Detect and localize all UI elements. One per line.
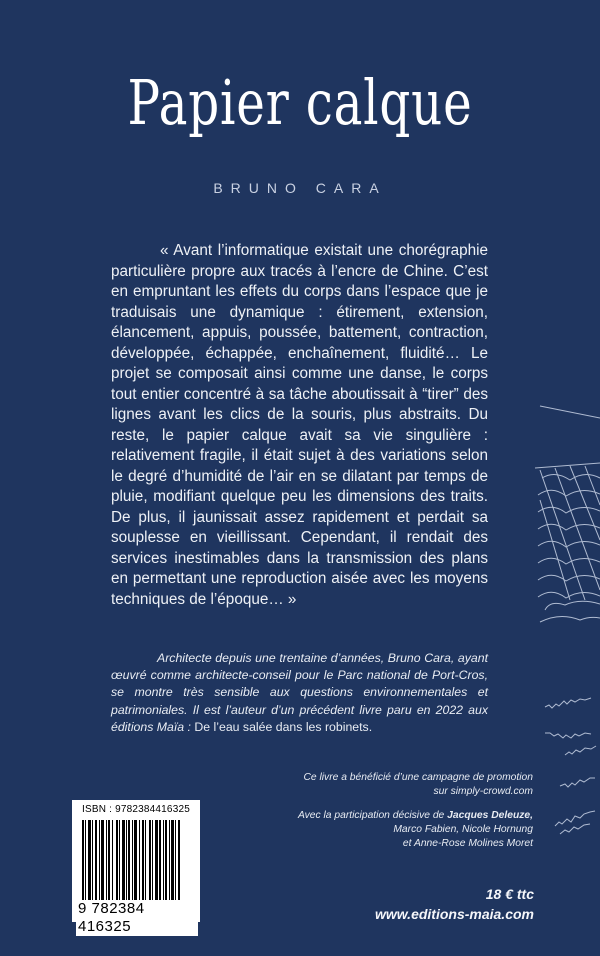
publisher-website: www.editions-maia.com <box>375 906 534 922</box>
promo-line-2: sur simply-crowd.com <box>433 786 533 797</box>
participant-names-2: Marco Fabien, Nicole Hornung <box>393 824 533 835</box>
back-cover-quote: « Avant l’informatique existait une chorégraphie particulière propre aux tracés à l’encre de Chine. C’est en empruntant les effets du corps dans l’espace que je traduisais une dynamique : étirement, extension, élancement, appuis, poussée, battement, contraction, développée, échappée, enchaînement, fluidité… Le projet se composait ainsi comme une danse, le corps tout entier concentré à sa tâche aboutissait à “tirer” des lignes avant les clics de la souris, plus abstraits. Du reste, le papier calque avait sa vie singulière : relativement fragile, il était sujet à des variations selon le degré d’humidité de l’air en se dilatant par temps de pluie, modifiant quelque peu les dimensions des traits. De plus, il jaunissait assez rapidement et perdait sa souplesse en vieillissant. Cependant, il rendait des services inestimables dans la transmission des plans en permettant une reproduction aisée avec les moyens techniques de l’époque… » <box>111 242 488 608</box>
book-title: Papier calque <box>127 66 473 139</box>
price-block <box>375 884 534 924</box>
promo-line-1: Ce livre a bénéficié d’une campagne de promotion <box>303 772 533 783</box>
roof-tile-sketch-icon <box>530 0 600 956</box>
participant-names-1: Jacques Deleuze, <box>447 810 533 821</box>
participant-names-3: et Anne-Rose Molines Moret <box>402 838 533 849</box>
price: 18 € ttc <box>485 886 534 902</box>
isbn-digits: 9 782384 416325 <box>76 900 198 936</box>
isbn-label: ISBN : 9782384416325 <box>82 804 190 815</box>
previous-book-title: De l’eau salée dans les robinets. <box>194 719 373 734</box>
promo-block <box>233 771 533 851</box>
participation-line <box>233 809 533 823</box>
bio-text: Architecte depuis une trentaine d’années, Bruno Cara, ayant œuvré comme architecte-conseil pour le Parc national de Port-Cros, se montre très sensible aux questions environnementales et patrimoniales. Il est l’auteur d’un précédent livre paru en 2022 aux éditions Maïa : <box>111 651 488 734</box>
isbn-barcode <box>72 800 200 935</box>
author-bio <box>111 650 488 736</box>
barcode-bars-icon <box>82 820 194 904</box>
author-name: BRUNO CARA <box>213 180 387 196</box>
participation-intro: Avec la participation décisive de <box>297 810 448 821</box>
